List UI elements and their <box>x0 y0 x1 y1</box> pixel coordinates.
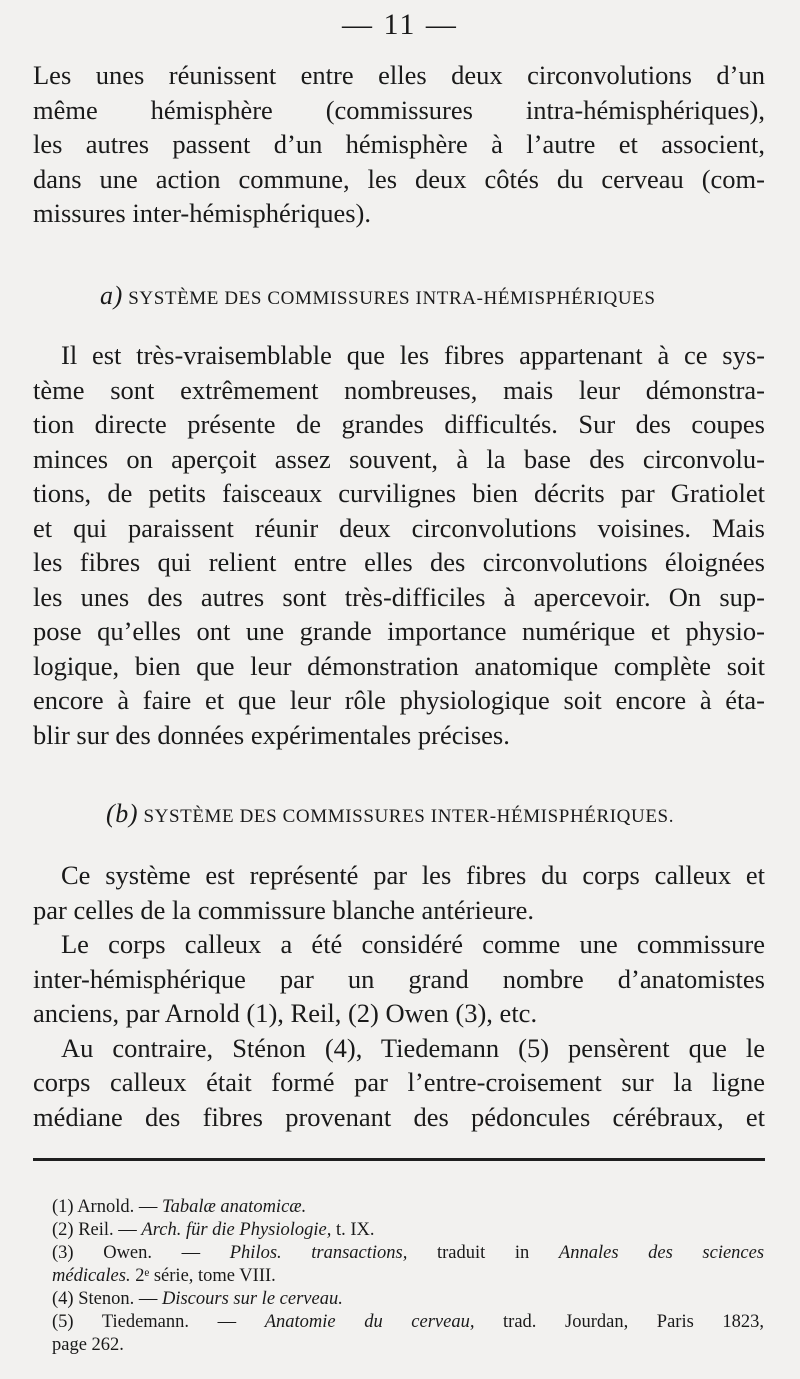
paragraph-inter <box>33 858 765 1134</box>
footnote-number: (2) <box>52 1220 74 1240</box>
text-line: encore à faire et que leur rôle physiologique soit encore à éta- <box>33 685 765 715</box>
text-line: Le corps calleux a été considéré comme une commissure <box>61 929 765 959</box>
section-heading-b <box>0 799 800 829</box>
footnote-detail: t. IX. <box>335 1220 375 1240</box>
text-line: blir sur des données expérimentales précises. <box>33 719 510 750</box>
footnotes <box>52 1196 764 1357</box>
footnote-detail: trad. Jourdan, Paris 1823, <box>503 1312 765 1332</box>
footnote-3-continued <box>52 1265 764 1288</box>
text-line: Il est très-vraisemblable que les fibres appartenant à ce sys- <box>61 340 765 370</box>
text-line: même hémisphère (commissures intra-hémisphériques), <box>33 94 765 125</box>
text-line: tion directe présente de grandes difficultés. Sur des coupes <box>33 409 765 439</box>
text-line: pose qu’elles ont une grande importance numérique et physio- <box>33 616 765 646</box>
section-heading-a <box>0 281 800 311</box>
footnote-detail: 2ᵉ série, tome VIII. <box>135 1266 276 1286</box>
text-line: anciens, par Arnold (1), Reil, (2) Owen (3), etc. <box>33 998 538 1028</box>
section-label: a) <box>100 281 123 310</box>
text-line: minces on aperçoit assez souvent, à la base des circonvolu- <box>33 443 765 474</box>
footnote-number: (3) <box>52 1243 74 1263</box>
footnote-number: (1) <box>52 1197 74 1217</box>
text-line: logique, bien que leur démonstration anatomique complète soit <box>33 650 765 681</box>
footnote-author: Reil. — <box>78 1220 137 1240</box>
footnote-author: Arnold. — <box>77 1197 158 1217</box>
text-line: par celles de la commissure blanche antérieure. <box>33 894 535 925</box>
footnote-author: Stenon. — <box>78 1289 158 1309</box>
footnote-title: Tabalæ anatomicæ. <box>161 1197 307 1217</box>
page-number: — 11 — <box>342 8 458 41</box>
footnote-5 <box>52 1311 764 1334</box>
footnote-author: Owen. — <box>103 1243 201 1263</box>
text-line: tème sont extrêmement nombreuses, mais leur démonstra- <box>33 374 765 405</box>
paragraph-intra <box>33 338 765 752</box>
footnote-3 <box>52 1242 764 1265</box>
footnote-title: médicales. <box>52 1266 131 1286</box>
text-line: missures inter-hémisphériques). <box>33 198 372 228</box>
text-line: corps calleux était formé par l’entre-croisement sur la ligne <box>33 1067 765 1097</box>
footnote-detail: page 262. <box>52 1335 124 1355</box>
footnote-title: Anatomie du cerveau, <box>264 1312 475 1332</box>
footnote-detail: traduit in <box>437 1243 530 1263</box>
section-title: SYSTÈME DES COMMISSURES INTRA-HÉMISPHÉRIQUES <box>128 288 656 309</box>
text-line: médiane des fibres provenant des pédoncules cérébraux, et <box>33 1101 765 1132</box>
text-line: Les unes réunissent entre elles deux circonvolutions d’un <box>33 60 765 90</box>
footnote-4 <box>52 1288 764 1311</box>
text-line: les unes des autres sont très-difficiles à apercevoir. On sup- <box>33 581 765 612</box>
footnote-1 <box>52 1196 764 1219</box>
paragraph-intro <box>33 58 765 231</box>
text-line: dans une action commune, les deux côtés du cerveau (com- <box>33 163 765 194</box>
text-line: tions, de petits faisceaux curvilignes bien décrits par Gratiolet <box>33 478 765 508</box>
text-line: les fibres qui relient entre elles des circonvolutions éloignées <box>33 547 765 577</box>
section-label: (b) <box>106 799 139 828</box>
text-line: et qui paraissent réunir deux circonvolutions voisines. Mais <box>33 512 765 543</box>
text-line: Ce système est représenté par les fibres du corps calleux et <box>61 860 765 890</box>
footnote-title: Philos. transactions, <box>229 1243 408 1263</box>
footnote-divider <box>33 1158 765 1161</box>
footnote-title: Arch. für die Physiologie, <box>141 1220 332 1240</box>
footnote-5-continued <box>52 1334 764 1357</box>
footnote-number: (4) <box>52 1289 74 1309</box>
footnote-author: Tiedemann. — <box>101 1312 237 1332</box>
text-line: Au contraire, Sténon (4), Tiedemann (5) pensèrent que le <box>61 1032 765 1063</box>
text-line: les autres passent d’un hémisphère à l’autre et associent, <box>33 129 765 159</box>
text-line: inter-hémisphérique par un grand nombre d’anatomistes <box>33 963 765 994</box>
footnote-title: Annales des sciences <box>558 1243 765 1263</box>
footnote-number: (5) <box>52 1312 74 1332</box>
footnote-2 <box>52 1219 764 1242</box>
section-title: SYSTÈME DES COMMISSURES INTER-HÉMISPHÉRIQUES. <box>143 806 675 827</box>
footnote-title: Discours sur le cerveau. <box>161 1289 343 1309</box>
